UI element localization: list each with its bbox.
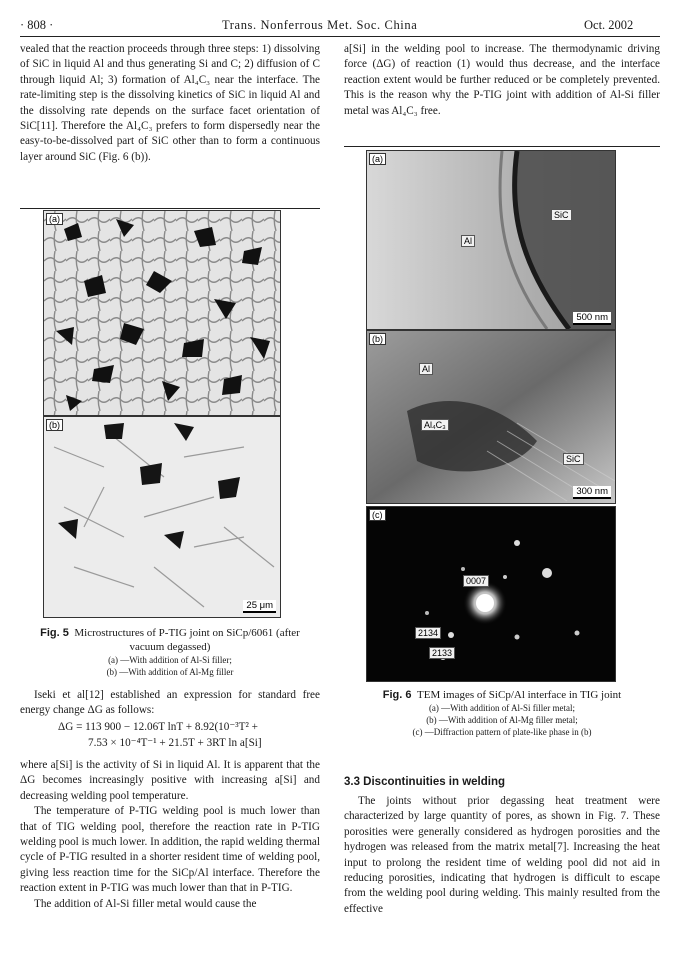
header-rule	[20, 36, 660, 37]
section-paragraph: The joints without prior degassing heat treatment were characterized by large quantity of pores, as shown in Fig. 7. These porosities were generally considered as hydrogen porosities and the hydrogen was released from the matrix metal[7]. Increasing the heat input to prolong the resident time of welding pool did not aid in reducing porosities, indicating that hydrogen is difficult to escape from the welding pool during welding. This mainly resulted from the effective	[344, 795, 660, 915]
fig6a-scale-bar: 500 nm	[573, 312, 611, 325]
para-where: where a[Si] is the activity of Si in liquid Al. It is apparent that the ΔG becomes increasingly positive with increasing a[Si] and decreasing welding pool temperature.	[20, 759, 320, 802]
fig6b-al4c3-tag: Al₄C₃	[421, 419, 449, 431]
fig6c-spot-2133: 2133	[429, 647, 455, 659]
fig6-panel-a-label: (a)	[369, 153, 386, 165]
left-iseki-paragraph: Iseki et al[12] established an expression for standard free energy change ΔG as follows:	[20, 689, 320, 717]
fig6-panel-c-label: (c)	[369, 509, 386, 521]
fig6c-spot-0007: 0007	[463, 575, 489, 587]
fig6-panel-b-tem	[366, 330, 616, 504]
issue-date: Oct. 2002	[584, 18, 634, 32]
fig6-panel-a-tem	[366, 150, 616, 330]
left-body-paragraphs	[20, 758, 320, 912]
para-temperature: The temperature of P-TIG welding pool is much lower than that of TIG welding pool, therefore the reaction rate in P-TIG welding pool is much lower. In addition, the rapid welding thermal cycle of P-TIG resulted in a shorter resident time of welding pool, giving less reaction time for the SiCp/Al interface. Therefore the reaction extent in P-TIG was much lower than that in P-TIG.	[20, 805, 320, 895]
fig5-panel-b-micrograph	[43, 416, 281, 618]
equation-line-2: 7.53 × 10⁻⁴T⁻¹ + 21.5T + 3RT ln a[Si]	[88, 737, 262, 749]
fig5-caption-a: (a) —With addition of Al-Si filler;	[108, 655, 232, 665]
fig6-caption-a: (a) —With addition of Al-Si filler metal;	[428, 703, 576, 713]
fig6b-scale-bar: 300 nm	[573, 486, 611, 499]
journal-title: Trans. Nonferrous Met. Soc. China	[222, 18, 418, 32]
fig6c-spot-2134: 2134	[415, 627, 441, 639]
right-intro-paragraph: a[Si] in the welding pool to increase. The thermodynamic driving force (ΔG) of reaction (1) would thus decrease, and the interface reaction extent would be further reduced or be completely prevented. This is the reason why the P-TIG joint with addition of Al-Si filler metal was Al₄C₃ free.	[344, 43, 660, 117]
fig6-panel-b-label: (b)	[369, 333, 386, 345]
fig6c-diffraction-pattern	[367, 507, 615, 681]
fig6-caption-b: (b) —With addition of Al-Mg filler metal;	[426, 715, 578, 725]
fig5-scale-bar: 25 μm	[243, 600, 276, 613]
fig6a-al-tag: Al	[461, 235, 475, 247]
fig6a-sic-tag: SiC	[551, 209, 572, 221]
equation-line-1: ΔG = 113 900 − 12.06T lnT + 8.92(10⁻³T² +	[58, 721, 258, 733]
fig6b-sic-tag: SiC	[563, 453, 584, 465]
fig5-caption	[40, 626, 300, 678]
fig5a-grain-structure-image	[44, 211, 280, 415]
fig6-caption-title: Fig. 6	[382, 689, 412, 701]
left-figure-rule	[20, 208, 320, 209]
fig5-panel-a-micrograph	[43, 210, 281, 416]
fig5-panel-a-label: (a)	[46, 213, 63, 225]
fig5b-needle-structure-image	[44, 417, 280, 617]
section-heading: 3.3 Discontinuities in welding	[344, 776, 506, 788]
right-figure-rule	[344, 146, 660, 147]
fig6-caption-c: (c) —Diffraction pattern of plate-like phase in (b)	[412, 727, 592, 737]
fig6-caption	[350, 688, 654, 738]
fig6a-interface-image	[367, 151, 615, 329]
fig6b-al4c3-image	[367, 331, 615, 503]
para-addition: The addition of Al-Si filler metal would cause the	[34, 897, 257, 910]
fig6b-al-tag: Al	[419, 363, 433, 375]
fig5-caption-text: Microstructures of P-TIG joint on SiCp/6061 (after vacuum degassed)	[74, 627, 300, 653]
fig5-panel-b-label: (b)	[46, 419, 63, 431]
fig5-caption-title: Fig. 5	[40, 627, 69, 639]
fig6-panel-c-diffraction	[366, 506, 616, 682]
fig6-caption-text: TEM images of SiCp/Al interface in TIG joint	[417, 689, 622, 701]
page-number: · 808 ·	[20, 18, 54, 32]
fig5-caption-b: (b) —With addition of Al-Mg filler	[106, 667, 234, 677]
left-intro-paragraph: vealed that the reaction proceeds through three steps: 1) dissolving of SiC in liquid Al and thus generating Si and C; 2) diffusion of C through liquid Al; 3) formation of Al₄C₃ near the interface. The rate-limiting step is the dissolving kinetics of SiC in liquid Al and the dissolving rate depends on the surface facet orientation of SiC[11]. Therefore the Al₄C₃ prefers to form dispersedly near the easy-to-be-dissolved part of SiC other than to form a continuous layer around SiC (Fig. 6 (b)).	[20, 43, 320, 163]
